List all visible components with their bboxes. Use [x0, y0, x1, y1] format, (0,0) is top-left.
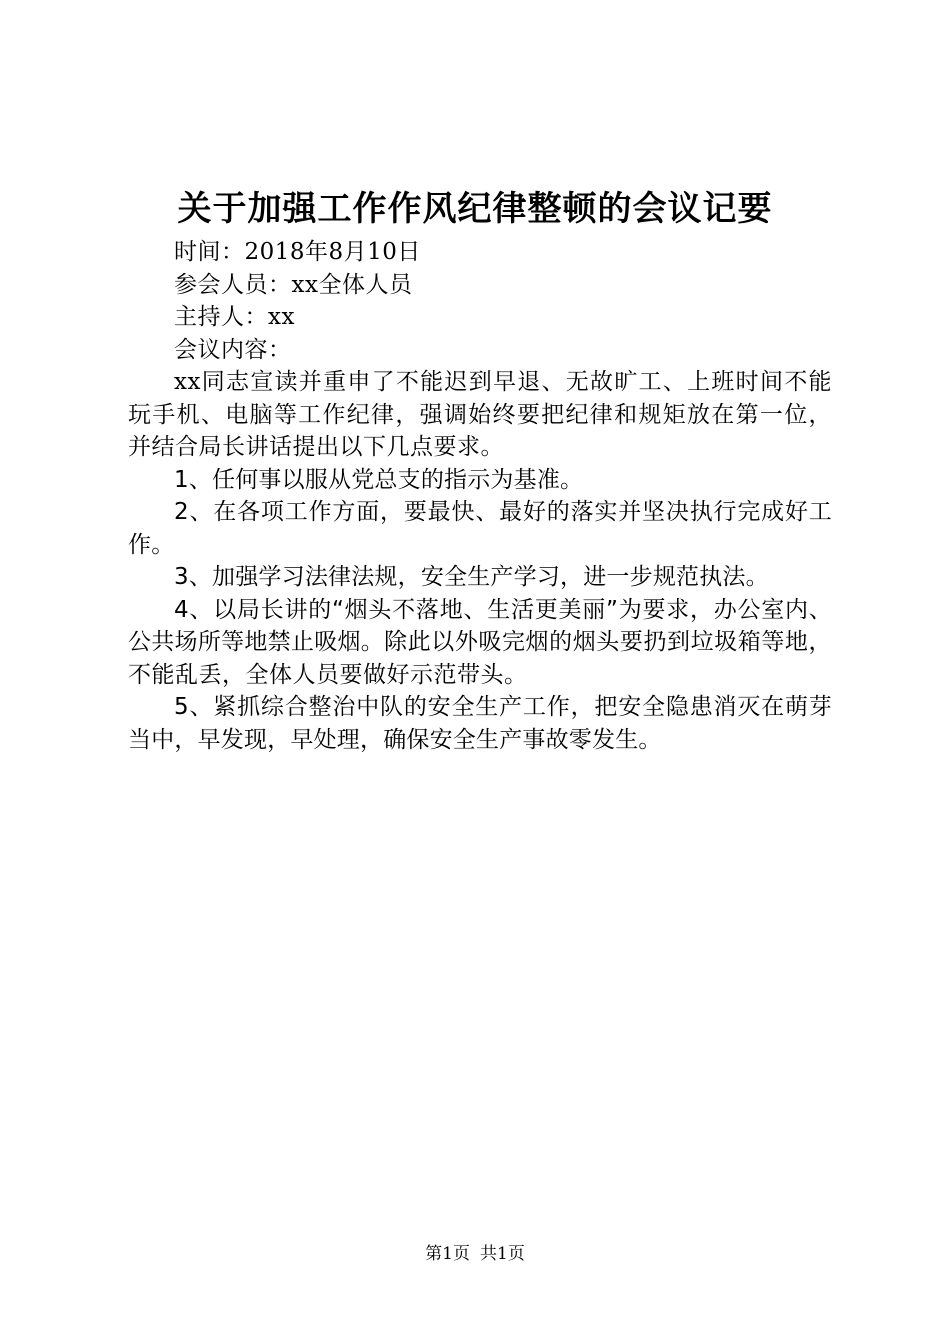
requirement-item-4-continuation: 除此以外吸完烟的烟头要扔到垃圾箱等地，不能乱丢，全体人员要做好示范带头。 — [128, 629, 833, 688]
requirement-item-1: 1、任何事以服从党总支的指示为基准。 — [174, 466, 584, 493]
requirement-item-3: 3、加强学习法律法规，安全生产学习，进一步规范执法。 — [174, 564, 769, 590]
requirement-item-5: 5、紧抓综合整治中队的安全生产工作，把安全隐患消灭在萌芽当中，早发现，早处理，确保安全生产事故零发生。 — [128, 694, 832, 753]
requirement-item-2: 2、在各项工作方面，要最快、最好的落实并坚决执行完成好工作。 — [128, 499, 832, 558]
meeting-content-label: 会议内容： — [174, 336, 292, 363]
document-body — [128, 236, 832, 756]
intro-paragraph: xx同志宣读并重申了不能迟到早退、无故旷工、上班时间不能玩手机、电脑等工作纪律，强调始终要把纪律和规矩放在第一位，并结合局长讲话提出以下几点要求。 — [128, 369, 832, 460]
meeting-attendees: 参会人员：xx全体人员 — [174, 271, 413, 298]
page-footer — [0, 1242, 950, 1266]
page-total: 共1页 — [480, 1244, 525, 1264]
meeting-time: 时间：2018年8月10日 — [174, 239, 421, 265]
requirement-item-4 — [128, 594, 832, 692]
page-number: 第1页 — [425, 1244, 470, 1264]
requirement-item-4-text: 4、以局长讲的“烟头不落地、生活更美丽”为要求，办公室内、公共场所等地禁止吸烟。 — [128, 596, 832, 655]
document-title: 关于加强工作作风纪律整顿的会议记要 — [177, 189, 773, 229]
meeting-host: 主持人：xx — [174, 304, 295, 330]
